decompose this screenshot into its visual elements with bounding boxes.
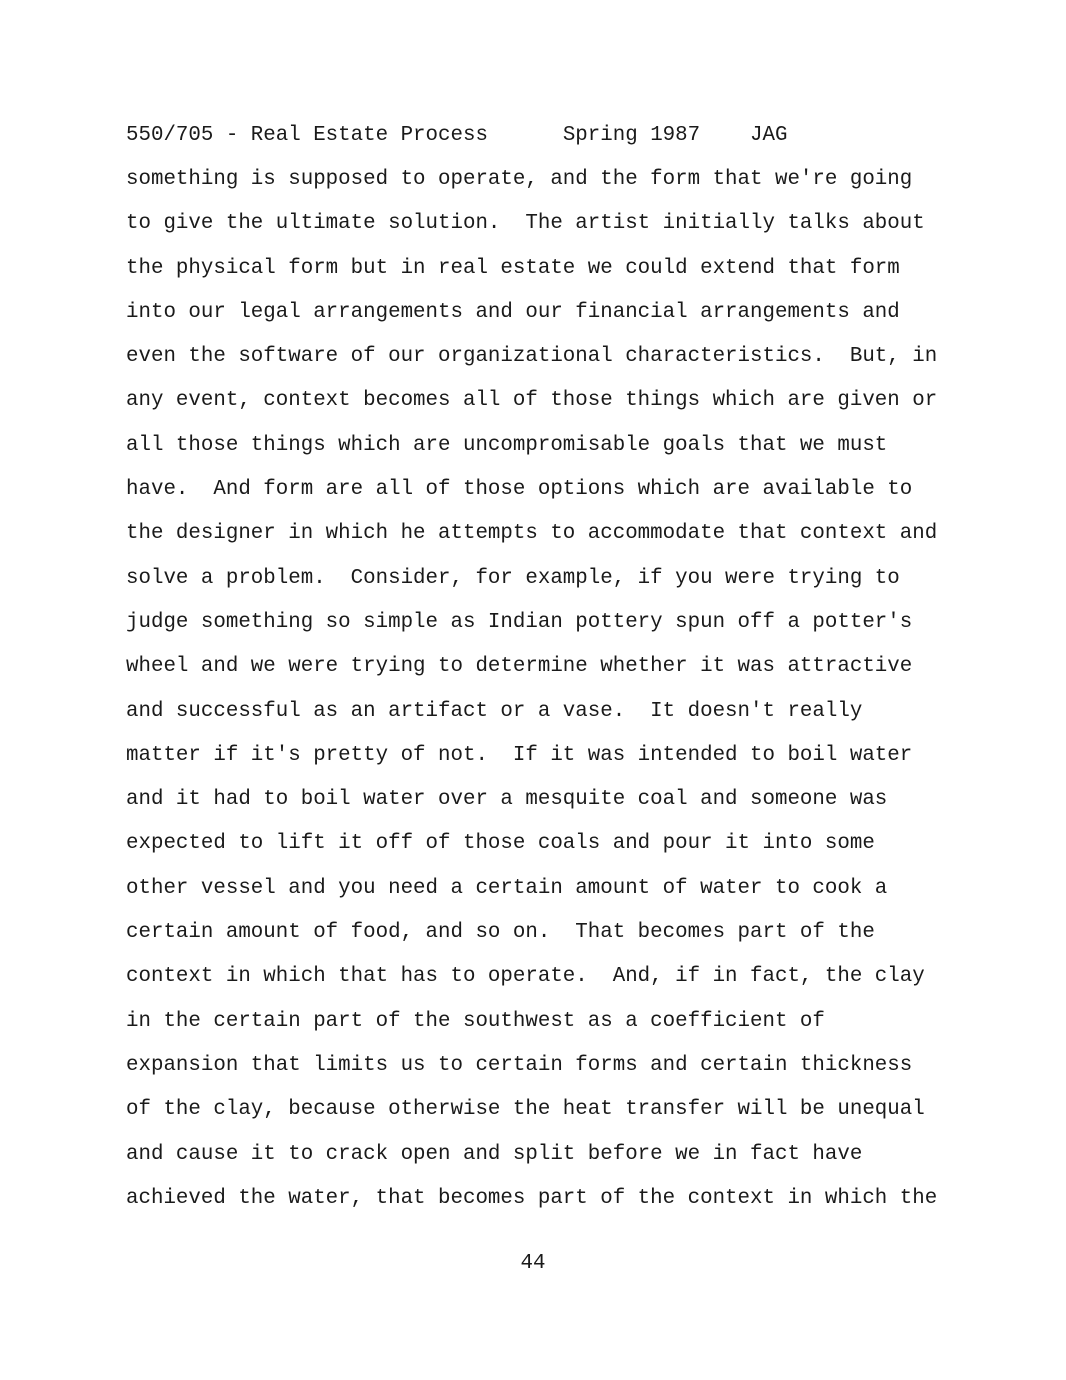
author-initials: JAG: [750, 124, 788, 147]
text-line: all those things which are uncompromisable goals that we must: [126, 433, 888, 457]
text-line: achieved the water, that becomes part of the context in which the: [126, 1186, 938, 1210]
text-line: the physical form but in real estate we could extend that form: [126, 256, 900, 280]
text-line: of the clay, because otherwise the heat transfer will be unequal: [126, 1098, 925, 1122]
text-line: in the certain part of the southwest as a coefficient of: [126, 1009, 825, 1033]
text-line: judge something so simple as Indian pottery spun off a potter's: [126, 610, 913, 634]
text-line: expected to lift it off of those coals and pour it into some: [126, 832, 875, 856]
text-line: certain amount of food, and so on. That becomes part of the: [126, 921, 875, 945]
text-line: other vessel and you need a certain amount of water to cook a: [126, 876, 888, 900]
text-line: the designer in which he attempts to accommodate that context and: [126, 522, 938, 546]
text-line: wheel and we were trying to determine whether it was attractive: [126, 655, 913, 679]
text-line: context in which that has to operate. And, if in fact, the clay: [126, 965, 925, 989]
text-line: solve a problem. Consider, for example, if you were trying to: [126, 566, 900, 590]
text-line: into our legal arrangements and our financial arrangements and: [126, 300, 900, 324]
page-header: [126, 122, 788, 150]
term: Spring 1987: [562, 124, 701, 147]
text-line: and it had to boil water over a mesquite coal and someone was: [126, 788, 888, 812]
text-line: and cause it to crack open and split before we in fact have: [126, 1142, 863, 1166]
text-line: and successful as an artifact or a vase. It doesn't really: [126, 699, 863, 723]
text-line: expansion that limits us to certain forms and certain thickness: [126, 1053, 913, 1077]
body-text: [126, 166, 1026, 1229]
text-line: even the software of our organizational characteristics. But, in: [126, 345, 938, 369]
course-title: 550/705 - Real Estate Process: [126, 124, 488, 147]
text-line: to give the ultimate solution. The artist initially talks about: [126, 212, 925, 236]
text-line: have. And form are all of those options which are available to: [126, 478, 913, 502]
text-line: matter if it's pretty of not. If it was intended to boil water: [126, 743, 913, 767]
page-number: 44: [520, 1252, 546, 1275]
text-line: any event, context becomes all of those things which are given or: [126, 389, 938, 413]
text-line: something is supposed to operate, and the form that we're going: [126, 168, 913, 191]
